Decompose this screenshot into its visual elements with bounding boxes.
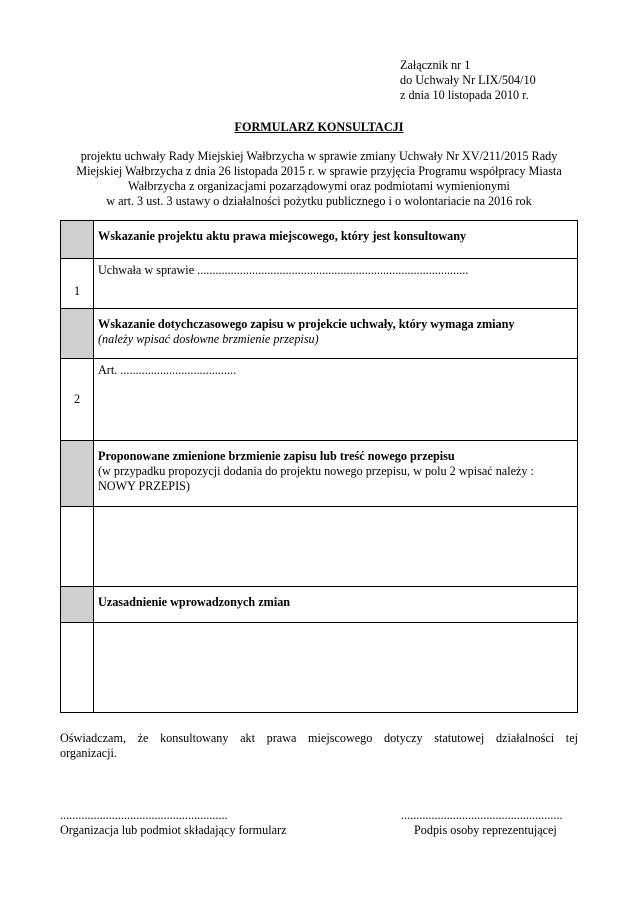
section-1-shade-cell	[61, 221, 94, 259]
declaration	[60, 731, 578, 761]
section-1-field[interactable]	[94, 259, 578, 309]
section-1-header-text: Wskazanie projektu aktu prawa miejscowego, który jest konsultowany	[98, 229, 467, 243]
section-4-header-row	[61, 587, 578, 623]
section-3-field[interactable]	[94, 507, 578, 587]
section-4-input-row	[61, 623, 578, 713]
section-4-header	[94, 587, 578, 623]
intro-line-1: projektu uchwały Rady Miejskiej Wałbrzycha w sprawie zmiany Uchwały Nr XV/211/2015 Rady	[80, 149, 558, 163]
section-4-number-cell	[61, 623, 94, 713]
declaration-line-1: Oświadczam, że konsultowany akt prawa miejscowego dotyczy statutowej działalności tej	[60, 731, 578, 745]
organization-signature-label: Organizacja lub podmiot składający formularz	[60, 823, 287, 837]
section-3-header	[94, 441, 578, 507]
section-2-header-text: Wskazanie dotychczasowego zapisu w projekcie uchwały, który wymaga zmiany	[98, 317, 515, 331]
section-2-note: (należy wpisać dosłowne brzmienie przepisu)	[98, 332, 319, 346]
section-3-header-text: Proponowane zmienione brzmienie zapisu lub treść nowego przepisu	[98, 449, 455, 463]
section-1-header	[94, 221, 578, 259]
section-4-field[interactable]	[94, 623, 578, 713]
consultation-table	[60, 220, 578, 713]
declaration-line-2: organizacji.	[60, 746, 117, 760]
section-2-field-text: Art. ......................................	[98, 363, 237, 377]
section-2-field[interactable]	[94, 359, 578, 441]
section-1-input-row	[61, 259, 578, 309]
representative-signature-dots[interactable]: .....................................................	[401, 808, 563, 822]
section-2-header	[94, 309, 578, 359]
section-3-note-line-1: (w przypadku propozycji dodania do projektu nowego przepisu, w polu 2 wpisać należy :	[98, 464, 534, 478]
attachment-line-3: z dnia 10 listopada 2010 r.	[400, 88, 529, 102]
attachment-note	[400, 58, 536, 103]
representative-signature-label: Podpis osoby reprezentującej	[414, 823, 557, 837]
section-3-input-row	[61, 507, 578, 587]
intro-line-4: w art. 3 ust. 3 ustawy o działalności pożytku publicznego i o wolontariacie na 2016 rok	[106, 194, 532, 208]
intro-line-2: Miejskiej Wałbrzycha z dnia 26 listopada 2015 r. w sprawie przyjęcia Programu współpracy Miasta	[76, 164, 562, 178]
intro-line-3: Wałbrzycha z organizacjami pozarządowymi oraz podmiotami wymienionymi	[128, 179, 510, 193]
attachment-line-2: do Uchwały Nr LIX/504/10	[400, 73, 536, 87]
section-4-shade-cell	[61, 587, 94, 623]
section-2-input-row	[61, 359, 578, 441]
section-2-shade-cell	[61, 309, 94, 359]
organization-signature-dots[interactable]: .......................................................	[60, 808, 228, 822]
section-3-number-cell	[61, 507, 94, 587]
section-4-header-text: Uzasadnienie wprowadzonych zmian	[98, 595, 291, 609]
section-3-note-line-2: NOWY PRZEPIS)	[98, 479, 190, 493]
section-2-header-row	[61, 309, 578, 359]
organization-signature	[60, 808, 287, 838]
section-1-header-row	[61, 221, 578, 259]
section-1-number: 1	[61, 259, 94, 309]
representative-signature	[401, 808, 562, 838]
section-1-field-text: Uchwała w sprawie .........................................................................................	[98, 263, 469, 277]
section-3-header-row	[61, 441, 578, 507]
form-title: FORMULARZ KONSULTACJI	[234, 120, 404, 134]
attachment-line-1: Załącznik nr 1	[400, 58, 471, 72]
section-2-number: 2	[61, 359, 94, 441]
form-intro	[58, 149, 580, 209]
section-3-shade-cell	[61, 441, 94, 507]
